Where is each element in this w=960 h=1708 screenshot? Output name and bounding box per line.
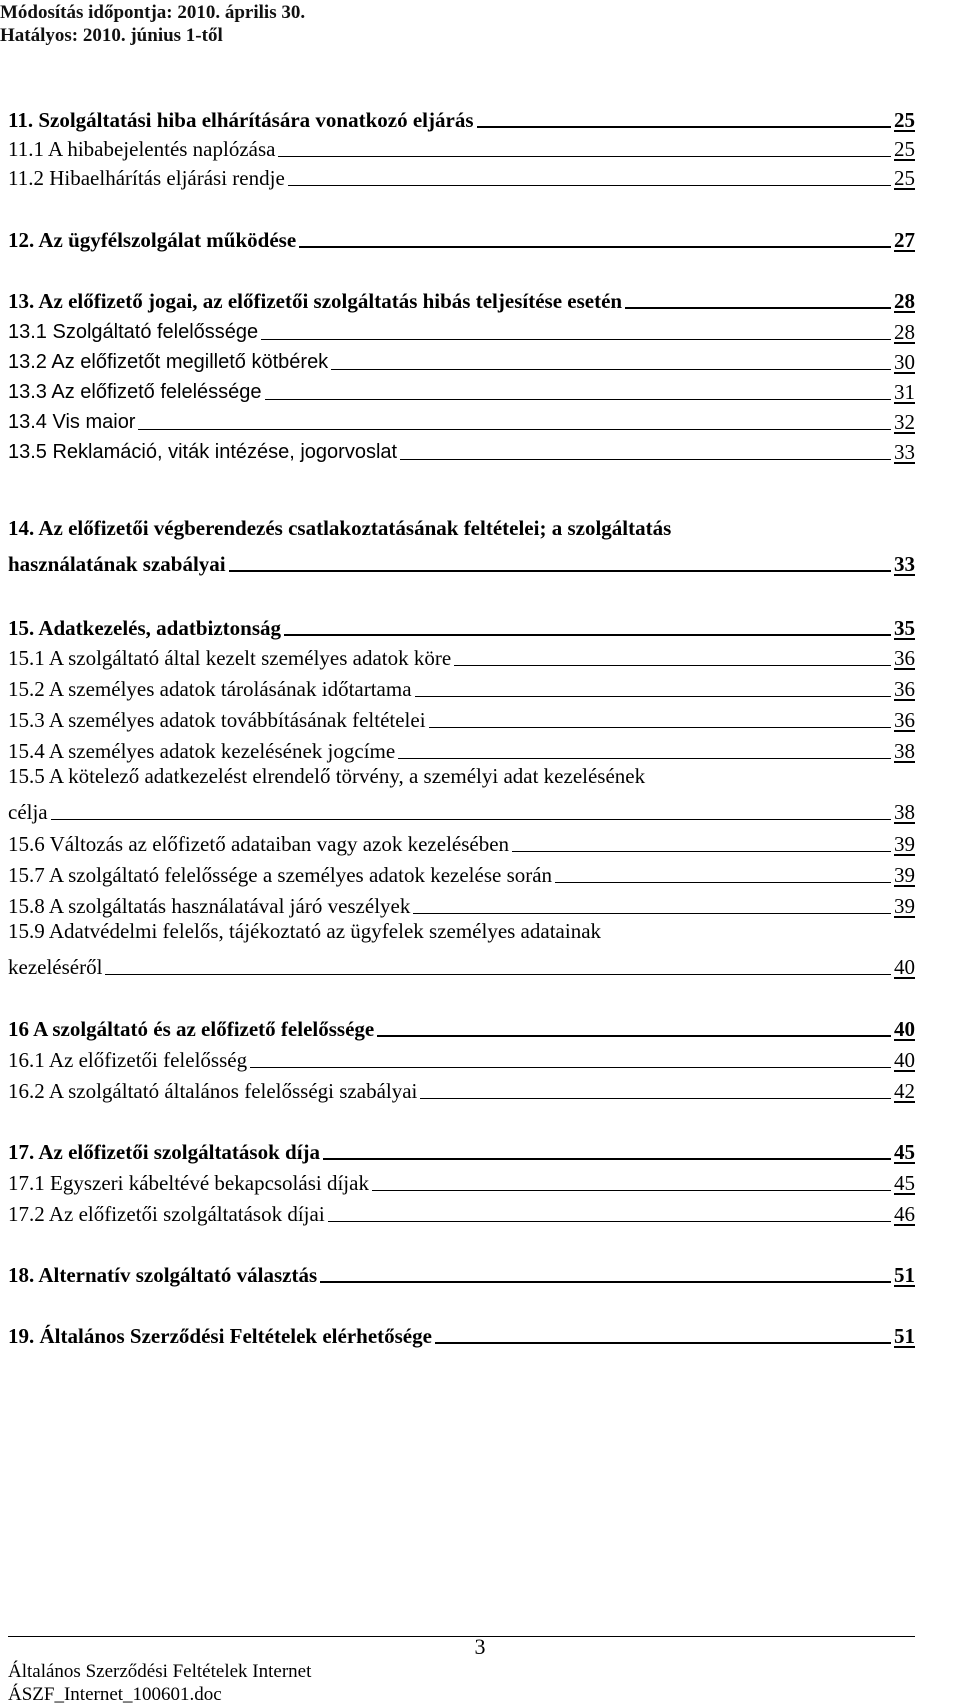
toc-leader: [331, 369, 891, 370]
toc-leader: [400, 459, 891, 460]
toc-entry-13-4[interactable]: [8, 403, 915, 435]
toc-entry-title: 13. Az előfizető jogai, az előfizetői szolgáltatás hibás teljesítése esetén: [8, 289, 623, 313]
toc-leader: [51, 819, 891, 820]
toc-page-number: 39: [894, 832, 915, 856]
toc-page-number: 31: [894, 380, 915, 404]
toc-entry-17-1[interactable]: [8, 1164, 915, 1196]
footer-divider: [8, 1636, 915, 1637]
toc-page-number: 25: [894, 108, 915, 132]
toc-entry-title: 15.6 Változás az előfizető adataiban vagy azok kezelésében: [8, 832, 510, 856]
toc-page-number: 32: [894, 410, 915, 434]
toc-entry-17[interactable]: [8, 1133, 915, 1165]
toc-entry-15-7[interactable]: [8, 856, 915, 888]
toc-page-number: 38: [894, 739, 915, 763]
toc-entry-title: 15. Adatkezelés, adatbiztonság: [8, 616, 281, 640]
toc-leader: [415, 696, 891, 697]
toc-page-number: 42: [894, 1079, 915, 1103]
toc-leader: [413, 913, 891, 914]
toc-page-number: 28: [894, 289, 915, 313]
page-number: 3: [474, 1634, 486, 1659]
toc-page-number: 51: [894, 1263, 915, 1287]
toc-leader: [323, 1158, 891, 1160]
toc-entry-15-6[interactable]: [8, 825, 915, 857]
toc-leader: [429, 727, 891, 728]
toc-entry-title: 16 A szolgáltató és az előfizető felelőssége: [8, 1017, 375, 1041]
toc-entry-title-line2: célja: [8, 800, 48, 824]
toc-entry-title: 18. Alternatív szolgáltató választás: [8, 1263, 318, 1287]
toc-leader: [278, 156, 891, 157]
header-modification-date: Módosítás időpontja: 2010. április 30.: [0, 2, 306, 23]
toc-page-number: 36: [894, 646, 915, 670]
toc-leader: [265, 399, 891, 400]
toc-leader: [320, 1281, 891, 1283]
toc-entry-11[interactable]: [8, 101, 915, 133]
toc-page-number: 25: [894, 166, 915, 190]
toc-page-number: 28: [894, 320, 915, 344]
toc-page-number: 46: [894, 1202, 915, 1226]
toc-leader: [420, 1098, 891, 1099]
toc-entry-title: 13.1 Szolgáltató felelőssége: [8, 321, 259, 343]
toc-entry-title: 17. Az előfizetői szolgáltatások díja: [8, 1140, 321, 1164]
toc-entry-16-1[interactable]: [8, 1041, 915, 1073]
toc-entry-title-line2: használatának szabályai: [8, 552, 226, 576]
toc-leader: [435, 1342, 891, 1344]
toc-entry-title: 15.3 A személyes adatok továbbításának feltételei: [8, 708, 426, 732]
toc-entry-13-3[interactable]: [8, 373, 915, 405]
toc-leader: [372, 1190, 891, 1191]
toc-page-number: 33: [894, 552, 915, 576]
toc-entry-17-2[interactable]: [8, 1195, 915, 1227]
toc-entry-title: 12. Az ügyfélszolgálat működése: [8, 228, 297, 252]
toc-entry-title-line1: 14. Az előfizetői végberendezés csatlakoztatásának feltételei; a szolgáltatás: [8, 516, 672, 540]
toc-entry-13-1[interactable]: [8, 313, 915, 345]
toc-page-number: 40: [894, 1048, 915, 1072]
toc-entry-13[interactable]: [8, 282, 915, 314]
toc-entry-title: 16.2 A szolgáltató általános felelősségi szabályai: [8, 1079, 418, 1103]
toc-leader: [625, 307, 891, 309]
toc-entry-13-5[interactable]: [8, 433, 915, 465]
toc-entry-15-9[interactable]: [8, 918, 915, 980]
toc-leader: [477, 126, 892, 128]
toc-page-number: 33: [894, 440, 915, 464]
toc-page-number: 27: [894, 228, 915, 252]
toc-entry-title: 13.4 Vis maior: [8, 411, 136, 433]
toc-page-number: 40: [894, 1017, 915, 1041]
toc-entry-title: 17.2 Az előfizetői szolgáltatások díjai: [8, 1202, 325, 1226]
toc-entry-15-1[interactable]: [8, 639, 915, 671]
footer-filename: ÁSZF_Internet_100601.doc: [8, 1684, 222, 1705]
toc-leader: [288, 185, 891, 186]
header-effective-date: Hatályos: 2010. június 1-től: [0, 25, 223, 46]
toc-entry-title: 15.8 A szolgáltatás használatával járó veszélyek: [8, 894, 411, 918]
toc-page-number: 36: [894, 708, 915, 732]
toc-entry-title-line1: 15.9 Adatvédelmi felelős, tájékoztató az ügyfelek személyes adatainak: [8, 919, 602, 943]
footer-document-title: Általános Szerződési Feltételek Internet: [8, 1661, 312, 1682]
toc-entry-15-8[interactable]: [8, 887, 915, 919]
toc-entry-15-4[interactable]: [8, 732, 915, 764]
toc-entry-title: 15.7 A szolgáltató felelőssége a személyes adatok kezelése során: [8, 863, 553, 887]
toc-entry-title-line2: kezeléséről: [8, 955, 103, 979]
toc-entry-11-2[interactable]: [8, 159, 915, 191]
toc-page-number: 45: [894, 1140, 915, 1164]
toc-entry-15-5[interactable]: [8, 763, 915, 825]
toc-entry-15[interactable]: [8, 609, 915, 641]
toc-entry-11-1[interactable]: [8, 130, 915, 162]
toc-entry-title: 13.2 Az előfizetőt megillető kötbérek: [8, 351, 329, 373]
toc-page-number: 25: [894, 137, 915, 161]
toc-page-number: 36: [894, 677, 915, 701]
toc-entry-title: 11.2 Hibaelhárítás eljárási rendje: [8, 166, 285, 190]
toc-entry-14[interactable]: [8, 515, 915, 577]
toc-entry-title: 16.1 Az előfizetői felelősség: [8, 1048, 248, 1072]
toc-leader: [299, 246, 891, 248]
toc-entry-title-line1: 15.5 A kötelező adatkezelést elrendelő törvény, a személyi adat kezelésének: [8, 764, 646, 788]
toc-leader: [398, 758, 891, 759]
toc-leader: [138, 429, 891, 430]
toc-page-number: 51: [894, 1324, 915, 1348]
toc-entry-title: 13.5 Reklamáció, viták intézése, jogorvoslat: [8, 441, 398, 463]
toc-entry-18[interactable]: [8, 1256, 915, 1288]
toc-entry-title: 15.1 A szolgáltató által kezelt személyes adatok köre: [8, 646, 452, 670]
toc-leader: [454, 665, 891, 666]
table-of-contents: [8, 0, 915, 1400]
toc-leader: [512, 851, 891, 852]
toc-leader: [105, 974, 891, 975]
toc-page-number: 39: [894, 863, 915, 887]
toc-page-number: 30: [894, 350, 915, 374]
toc-entry-title: 13.3 Az előfizető feleléssége: [8, 381, 262, 403]
toc-entry-16-2[interactable]: [8, 1072, 915, 1104]
toc-entry-title: 17.1 Egyszeri kábeltévé bekapcsolási díjak: [8, 1171, 369, 1195]
toc-page-number: 39: [894, 894, 915, 918]
toc-entry-19[interactable]: [8, 1317, 915, 1349]
toc-page-number: 45: [894, 1171, 915, 1195]
toc-entry-12[interactable]: [8, 221, 915, 253]
toc-page-number: 40: [894, 955, 915, 979]
toc-entry-16[interactable]: [8, 1010, 915, 1042]
toc-entry-15-3[interactable]: [8, 701, 915, 733]
toc-leader: [250, 1067, 891, 1068]
toc-entry-13-2[interactable]: [8, 343, 915, 375]
toc-entry-title: 19. Általános Szerződési Feltételek elérhetősége: [8, 1324, 432, 1348]
toc-entry-title: 15.4 A személyes adatok kezelésének jogcíme: [8, 739, 396, 763]
toc-leader: [555, 882, 891, 883]
toc-page-number: 35: [894, 616, 915, 640]
toc-leader: [377, 1035, 891, 1037]
toc-leader: [284, 634, 891, 636]
toc-entry-15-2[interactable]: [8, 670, 915, 702]
toc-entry-title: 15.2 A személyes adatok tárolásának időtartama: [8, 677, 412, 701]
toc-leader: [328, 1221, 891, 1222]
toc-entry-title: 11.1 A hibabejelentés naplózása: [8, 137, 276, 161]
toc-leader: [229, 570, 891, 572]
toc-page-number: 38: [894, 800, 915, 824]
toc-leader: [261, 339, 891, 340]
toc-entry-title: 11. Szolgáltatási hiba elhárítására vonatkozó eljárás: [8, 108, 474, 132]
